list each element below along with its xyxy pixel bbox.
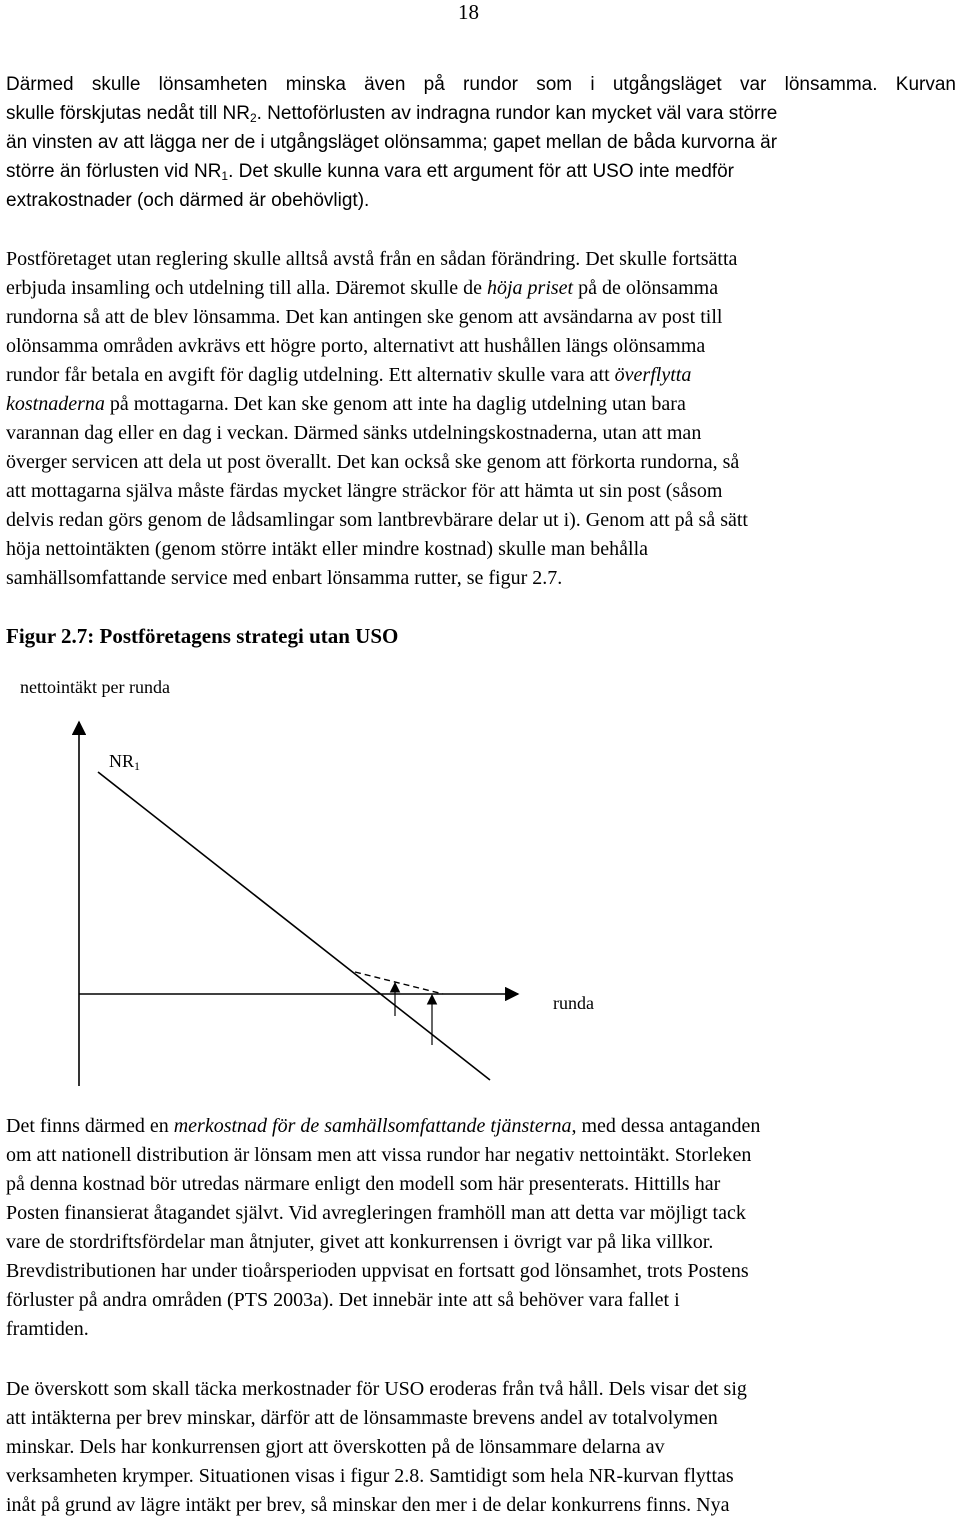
text-fragment: på de olönsamma	[578, 277, 719, 299]
y-axis-label: nettointäkt per runda	[20, 677, 170, 697]
x-axis-label: runda	[553, 993, 594, 1013]
text-line: inåt på grund av lägre intäkt per brev, så minskar den mer i de delar konkurrens finns. Nya	[6, 1494, 730, 1516]
emphasis: kostnaderna	[6, 393, 105, 415]
strategy-diagram	[0, 720, 620, 1090]
paragraph-2	[6, 245, 956, 593]
paragraph-4	[6, 1375, 956, 1520]
text-fragment: skulle förskjutas nedåt till NR	[6, 103, 250, 124]
emphasis: höja priset	[487, 277, 574, 299]
text-line: rundorna så att de blev lönsamma. Det kan antingen ske genom att avsändarna av post till	[6, 306, 723, 328]
text-line: framtiden.	[6, 1318, 89, 1340]
text-line: Brevdistributionen har under tioårsperioden uppvisat en fortsatt god lönsamhet, trots Postens	[6, 1260, 749, 1282]
text-line: delvis redan görs genom de lådsamlingar som lantbrevbärare delar ut i). Genom att på så sätt	[6, 509, 748, 531]
text-line	[6, 1112, 956, 1141]
figure-caption: Figur 2.7: Postföretagens strategi utan USO	[6, 624, 399, 648]
text-fragment: . Nettoförlusten av indragna rundor kan mycket väl vara större	[256, 103, 778, 124]
text-fragment: erbjuda insamling och utdelning till alla. Däremot skulle de	[6, 277, 482, 299]
nr1-curve	[98, 772, 490, 1080]
text-line	[6, 274, 956, 303]
text-line: att intäkterna per brev minskar, därför att de lönsammaste brevens andel av totalvolymen	[6, 1407, 718, 1429]
page-number: 18	[458, 0, 479, 24]
text-line: höja nettointäkten (genom större intäkt eller mindre kostnad) skulle man behålla	[6, 538, 649, 560]
text-line: att mottagarna själva måste färdas mycket längre sträckor för att hämta ut sin post (såsom	[6, 480, 723, 502]
text-line: verksamheten krymper. Situationen visas i figur 2.8. Samtidigt som hela NR-kurvan flyttas	[6, 1465, 734, 1487]
text-line: Postföretaget utan reglering skulle alltså avstå från en sådan förändring. Det skulle fortsätta	[6, 248, 738, 270]
emphasis: överflytta	[614, 364, 692, 386]
text-fragment: på mottagarna. Det kan ske genom att inte ha daglig utdelning utan bara	[109, 393, 686, 415]
text-line: Därmed skulle lönsamheten minska även på rundor som i utgångsläget var lönsamma. Kurvan	[6, 74, 956, 95]
curve-label-text: NR	[109, 751, 135, 771]
text-fragment: Det finns därmed en	[6, 1115, 169, 1137]
subscript: 1	[221, 169, 229, 183]
text-line: vare de stordriftsfördelar man åtnjuter, givet att konkurrensen i övrigt var på lika villkor.	[6, 1231, 714, 1253]
text-line: förluster på andra områden (PTS 2003a). Det innebär inte att så behöver vara fallet i	[6, 1289, 680, 1311]
text-line: minskar. Dels har konkurrensen gjort att överskotten på de lönsammare delarna av	[6, 1436, 665, 1458]
text-line	[6, 157, 956, 186]
paragraph-1	[6, 70, 956, 215]
text-line	[6, 390, 956, 419]
text-line: överger servicen att dela ut post överallt. Det kan också ske genom att förkorta rundorna, så	[6, 451, 740, 473]
text-line: olönsamma områden avkrävs ett högre porto, alternativt att hushållen längs olönsamma	[6, 335, 706, 357]
text-line: varannan dag eller en dag i veckan. Därmed sänks utdelningskostnaderna, utan att man	[6, 422, 702, 444]
text-line: extrakostnader (och därmed är obehövligt).	[6, 190, 370, 211]
text-line: om att nationell distribution är lönsam men att vissa rundor har negativ nettointäkt. Storleken	[6, 1144, 752, 1166]
text-fragment: , med dessa antaganden	[571, 1115, 761, 1137]
text-fragment: . Det skulle kunna vara ett argument för att USO inte medför	[228, 161, 734, 182]
text-line: på denna kostnad bör utredas närmare enligt den modell som här presenterats. Hittills har	[6, 1173, 721, 1195]
text-fragment: större än förlusten vid NR	[6, 161, 222, 182]
text-line	[6, 361, 956, 390]
text-line: samhällsomfattande service med enbart lönsamma rutter, se figur 2.7.	[6, 567, 563, 589]
paragraph-3	[6, 1112, 956, 1344]
text-line: än vinsten av att lägga ner de i utgångsläget olönsamma; gapet mellan de båda kurvorna är	[6, 132, 778, 153]
text-line: De överskott som skall täcka merkostnader för USO eroderas från två håll. Dels visar det sig	[6, 1378, 747, 1400]
text-line: Posten finansierat åtagandet självt. Vid avregleringen framhöll man att detta var möjligt tack	[6, 1202, 746, 1224]
subscript: 2	[249, 111, 257, 125]
subscript: 1	[134, 759, 141, 773]
dashed-segment	[355, 972, 443, 994]
emphasis: merkostnad för de samhällsomfattande tjänsterna	[173, 1115, 572, 1137]
text-line	[6, 99, 956, 128]
text-fragment: rundor får betala en avgift för daglig utdelning. Ett alternativ skulle vara att	[6, 364, 610, 386]
